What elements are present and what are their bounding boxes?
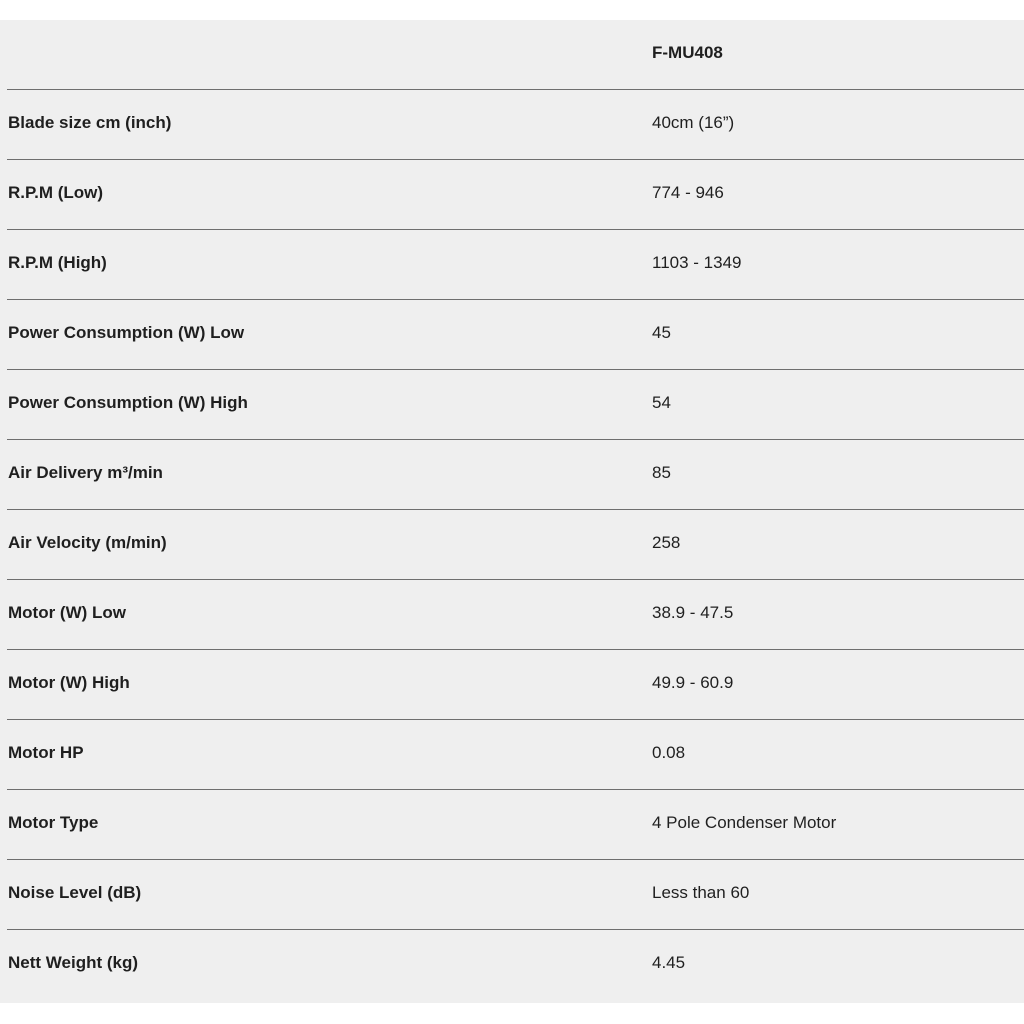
spec-label: Power Consumption (W) High	[8, 393, 248, 412]
table-row	[0, 90, 1024, 160]
spec-label: R.P.M (High)	[8, 253, 107, 272]
spec-label: Motor (W) High	[8, 673, 130, 692]
spec-table	[0, 20, 1024, 1003]
spec-value: 258	[652, 533, 681, 552]
table-row	[0, 230, 1024, 300]
spec-label: Noise Level (dB)	[8, 883, 142, 902]
table-row	[0, 510, 1024, 580]
spec-label: Power Consumption (W) Low	[8, 323, 245, 342]
spec-value: 38.9 - 47.5	[652, 603, 734, 622]
spec-value: 49.9 - 60.9	[652, 673, 734, 692]
table-row	[0, 300, 1024, 370]
spec-value: 774 - 946	[652, 183, 724, 202]
spec-value: 40cm (16”)	[652, 113, 735, 132]
table-row	[0, 440, 1024, 510]
spec-label: Motor HP	[8, 743, 84, 762]
spec-label: R.P.M (Low)	[8, 183, 104, 202]
table-row	[0, 580, 1024, 650]
spec-label: Air Velocity (m/min)	[8, 533, 167, 552]
spec-label: Motor Type	[8, 813, 99, 832]
spec-value: 1103 - 1349	[652, 253, 742, 272]
table-row	[0, 720, 1024, 790]
spec-label: Air Delivery m³/min	[8, 463, 163, 482]
table-row	[0, 930, 1024, 1000]
spec-value: 0.08	[652, 743, 686, 762]
table-row	[0, 160, 1024, 230]
table-header-row	[0, 20, 1024, 90]
spec-label: Nett Weight (kg)	[8, 953, 139, 972]
spec-value: 4.45	[652, 953, 686, 972]
spec-value: 54	[652, 393, 671, 412]
table-row	[0, 650, 1024, 720]
spec-label: Motor (W) Low	[8, 603, 127, 622]
spec-label: Blade size cm (inch)	[8, 113, 172, 132]
table-row	[0, 370, 1024, 440]
spec-value: 85	[652, 463, 671, 482]
spec-value: Less than 60	[652, 883, 750, 902]
spec-value: 4 Pole Condenser Motor	[652, 813, 837, 832]
spec-value: 45	[652, 323, 671, 342]
table-row	[0, 860, 1024, 930]
table-row	[0, 790, 1024, 860]
model-name: F-MU408	[652, 43, 723, 62]
